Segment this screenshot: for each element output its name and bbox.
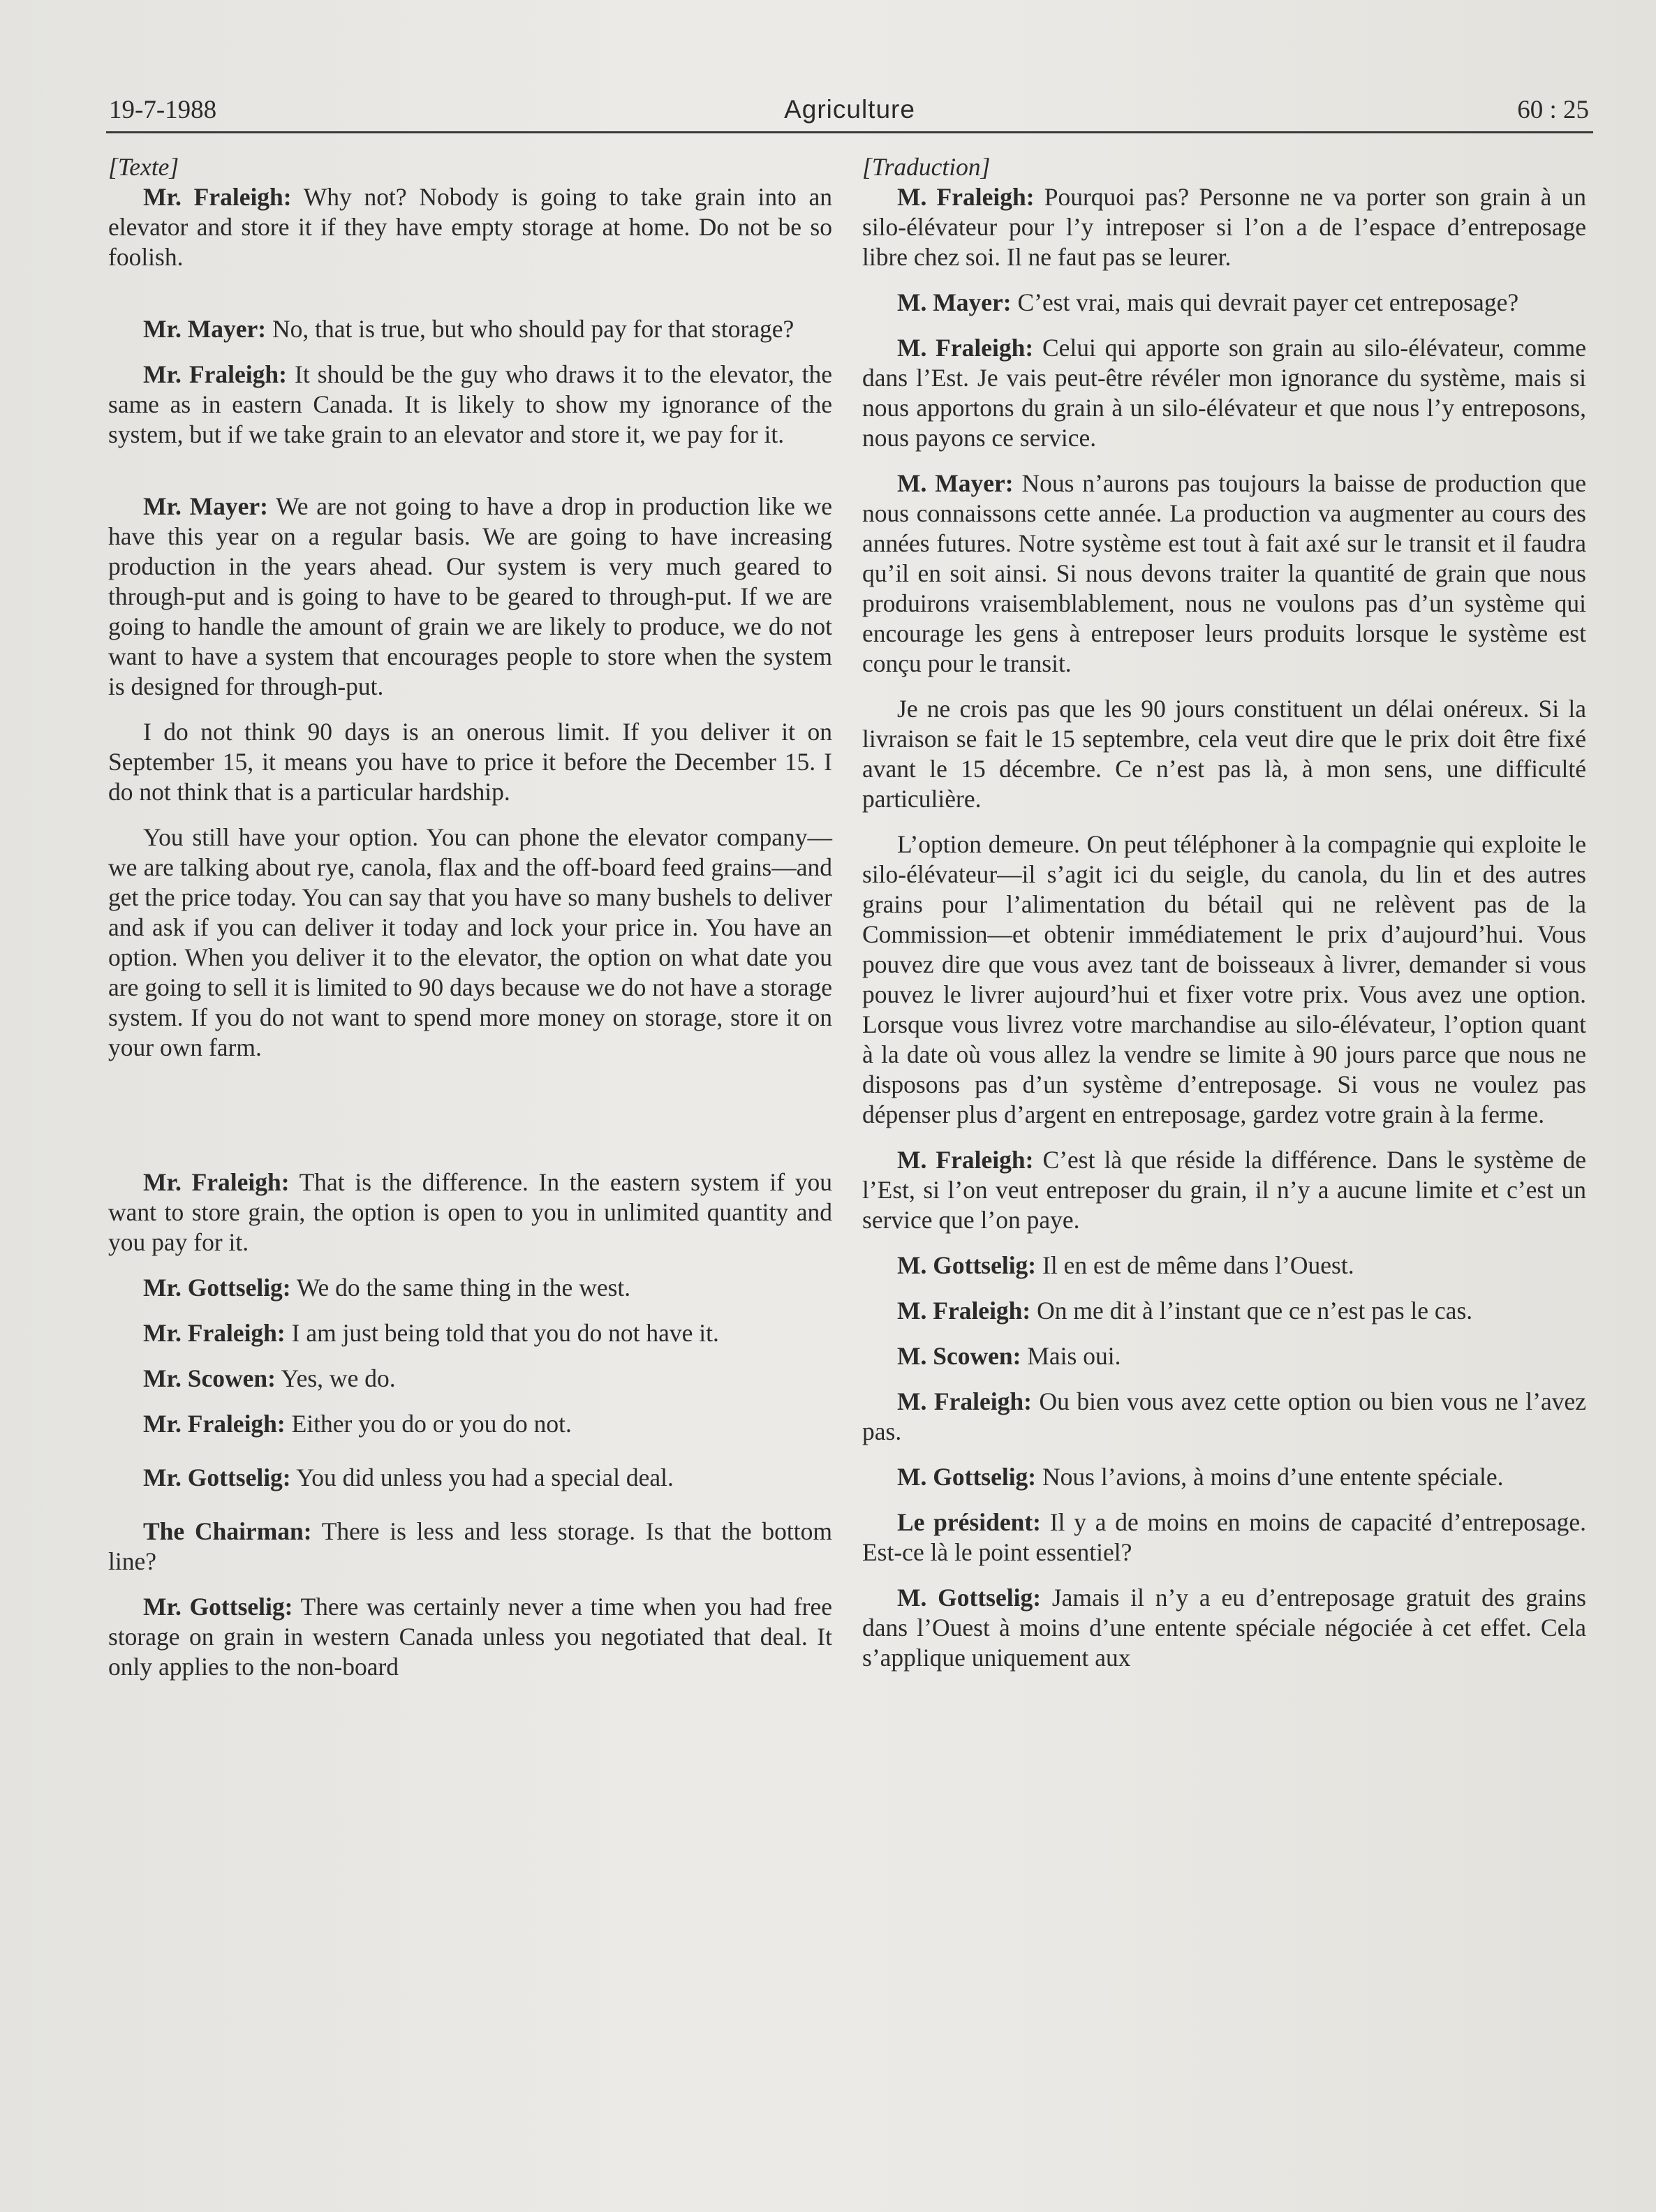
speech: There was certainly never a time when you had free storage on grain in western Canada unless you negotiated that deal. It only applies to the non-board <box>108 1593 832 1681</box>
french-column <box>862 144 1586 1688</box>
speaker: M. Mayer: <box>897 469 1014 497</box>
speaker: M. Gottselig: <box>897 1463 1037 1491</box>
column-label: [Texte] <box>108 153 179 181</box>
paragraph <box>108 1592 832 1682</box>
speaker: M. Fraleigh: <box>897 1146 1034 1174</box>
speaker: M. Gottselig: <box>897 1584 1042 1612</box>
speech: Il en est de même dans l’Ouest. <box>1042 1251 1354 1279</box>
paragraph <box>862 1387 1586 1447</box>
speech: You still have your option. You can phone the elevator company—we are talking about rye, canola, flax and the off-board feed grains—and get the price today. You can say that you have so many bushels to deliver and ask if you can deliver it today and lock your price in. You have an option. When you deliver it to the elevator, the option on what date you are going to sell it is limited to 90 days because we do not have a storage system. If you do not want to spend more money on storage, store it on your own farm. <box>108 823 832 1061</box>
speech: That is the difference. In the eastern system if you want to store grain, the option is open to you in unlimited quantity and you pay for it. <box>108 1168 832 1256</box>
paragraph <box>862 1296 1586 1326</box>
paragraph <box>862 1145 1586 1235</box>
speaker: Mr. Mayer: <box>143 315 267 343</box>
paragraph <box>108 1409 832 1439</box>
paragraph <box>108 360 832 450</box>
speech: Nous l’avions, à moins d’une entente spéciale. <box>1042 1463 1504 1491</box>
speaker: Mr. Fraleigh: <box>143 1319 286 1347</box>
speech: Yes, we do. <box>281 1364 396 1392</box>
header-date: 19-7-1988 <box>109 96 217 124</box>
speaker: M. Fraleigh: <box>897 1387 1032 1415</box>
speaker: Mr. Fraleigh: <box>143 183 292 211</box>
paragraph <box>108 182 832 272</box>
speaker: Mr. Fraleigh: <box>143 360 287 388</box>
paragraph <box>108 1517 832 1577</box>
speech: Nous n’aurons pas toujours la baisse de production que nous connaissons cette année. La production va augmenter au cours des années futures. Notre système est tout à fait axé sur le transit et il faudra qu’il en soit ainsi. Si nous devons traiter la quantité de grain que nous produirons vraisemblablement, nous ne voulons pas d’un système qui encourage les gens à entreposer leurs produits lorsque le système est conçu pour le transit. <box>862 469 1587 677</box>
paragraph <box>862 1251 1586 1281</box>
speech: Why not? Nobody is going to take grain into an elevator and store it if they have empty storage at home. Do not be so foolish. <box>108 183 833 271</box>
speaker: The Chairman: <box>143 1517 312 1545</box>
speech: L’option demeure. On peut téléphoner à la compagnie qui exploite le silo-élévateur—il s’agit ici du seigle, du canola, du lin et des autres grains pour l’alimentation du bétail qui ne relèvent pas de la Commission—et obtenir immédiatement le prix d’aujourd’hui. Vous pouvez dire que vous avez tant de boisseaux à livrer, demander si vous pouvez le livrer aujourd’hui et fixer votre prix. Vous avez une option. Lorsque vous livrez votre marchandise au silo-élévateur, l’option quant à la date où vous allez la vendre se limite à 90 jours parce que nous ne disposons pas d’un système d’entreposage. Si vous ne voulez pas dépenser plus d’argent en entreposage, gardez votre grain à la ferme. <box>862 830 1586 1128</box>
paragraph <box>108 717 832 807</box>
speaker: M. Gottselig: <box>897 1251 1037 1279</box>
speech: Mais oui. <box>1027 1342 1121 1370</box>
paragraph <box>108 1318 832 1348</box>
page-header <box>106 89 1593 133</box>
paragraph <box>862 333 1586 453</box>
header-page-number: 60 : 25 <box>1517 96 1589 124</box>
speaker: Le président: <box>897 1508 1042 1536</box>
speech: Je ne crois pas que les 90 jours constituent un délai onéreux. Si la livraison se fait le 15 septembre, cela veut dire que le prix doit être fixé avant le 15 décembre. Ce n’est pas là, à mon sens, une difficulté particulière. <box>862 695 1586 813</box>
speech: Ou bien vous avez cette option ou bien vous ne l’avez pas. <box>862 1387 1587 1445</box>
speech: I am just being told that you do not have it. <box>291 1319 719 1347</box>
speech: We do the same thing in the west. <box>296 1274 631 1302</box>
column-label: [Traduction] <box>862 153 991 181</box>
paragraph <box>862 694 1586 814</box>
paragraph <box>108 1364 832 1394</box>
paragraph <box>108 1463 832 1493</box>
paragraph <box>108 314 832 344</box>
speaker: Mr. Scowen: <box>143 1364 276 1392</box>
speech: C’est vrai, mais qui devrait payer cet entreposage? <box>1017 288 1519 316</box>
speaker: Mr. Mayer: <box>143 492 268 520</box>
paragraph <box>108 1167 832 1258</box>
speech: On me dit à l’instant que ce n’est pas le cas. <box>1037 1297 1473 1325</box>
speech: No, that is true, but who should pay for that storage? <box>272 315 794 343</box>
speech: You did unless you had a special deal. <box>296 1463 674 1491</box>
paragraph <box>862 288 1586 318</box>
speech: Pourquoi pas? Personne ne va porter son grain à un silo-élévateur pour l’y intreposer si l’on a de l’espace d’entreposage libre chez soi. Il ne faut pas se leurer. <box>862 183 1586 271</box>
paragraph <box>862 830 1586 1130</box>
paragraph <box>108 1273 832 1303</box>
speech: C’est là que réside la différence. Dans le système de l’Est, si l’on veut entreposer du grain, il n’y a aucune limite et c’est un service que l’on paye. <box>862 1146 1586 1234</box>
speech: We are not going to have a drop in production like we have this year on a regular basis. We are going to have increasing production in the years ahead. Our system is very much geared to through-put and is going to have to be geared to through-put. If we are going to handle the amount of grain we are likely to produce, we do not want to have a system that encourages people to store when the system is designed for through-put. <box>108 492 832 700</box>
paragraph <box>862 469 1586 679</box>
paragraph <box>862 1341 1586 1371</box>
speaker: Mr. Gottselig: <box>143 1274 291 1302</box>
paragraph <box>108 823 832 1063</box>
speaker: Mr. Gottselig: <box>143 1463 291 1491</box>
paragraph <box>862 182 1586 272</box>
speech: Either you do or you do not. <box>291 1410 572 1438</box>
speech: Celui qui apporte son grain au silo-élévateur, comme dans l’Est. Je vais peut-être révéler mon ignorance du système, mais si nous apportons du grain à un silo-élévateur et que nous l’y entreposons, nous payons ce service. <box>862 334 1586 452</box>
speaker: Mr. Gottselig: <box>143 1593 293 1621</box>
speaker: Mr. Fraleigh: <box>143 1410 286 1438</box>
speech: I do not think 90 days is an onerous limit. If you deliver it on September 15, it means you have to price it before the December 15. I do not think that is a particular hardship. <box>108 718 832 806</box>
speech: It should be the guy who draws it to the elevator, the same as in eastern Canada. It is likely to show my ignorance of the system, but if we take grain to an elevator and store it, we pay for it. <box>108 360 832 448</box>
paragraph <box>862 1507 1586 1568</box>
speech: There is less and less storage. Is that the bottom line? <box>108 1517 832 1575</box>
english-column <box>108 144 832 1697</box>
speaker: M. Fraleigh: <box>897 334 1034 362</box>
speaker: M. Fraleigh: <box>897 183 1035 211</box>
paragraph <box>862 1462 1586 1492</box>
header-title: Agriculture <box>784 95 915 124</box>
speech: Il y a de moins en moins de capacité d’entreposage. Est-ce là le point essentiel? <box>862 1508 1587 1566</box>
speaker: M. Scowen: <box>897 1342 1021 1370</box>
paragraph <box>862 1583 1586 1673</box>
speaker: M. Mayer: <box>897 288 1012 316</box>
speaker: Mr. Fraleigh: <box>143 1168 290 1196</box>
paragraph <box>108 492 832 702</box>
speech: Jamais il n’y a eu d’entreposage gratuit des grains dans l’Ouest à moins d’une entente spéciale négociée à cet effet. Cela s’applique uniquement aux <box>862 1584 1586 1672</box>
speaker: M. Fraleigh: <box>897 1297 1031 1325</box>
